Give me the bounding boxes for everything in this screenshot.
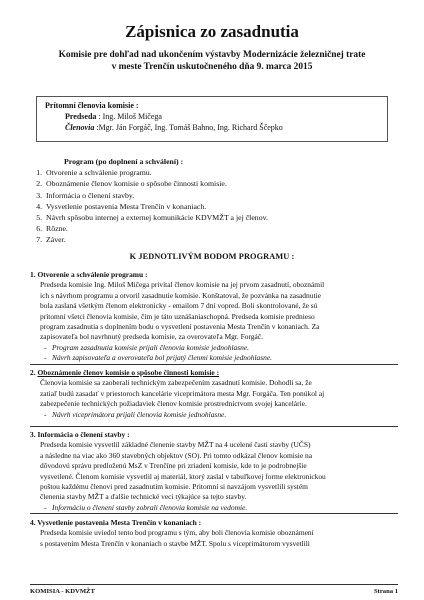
page-number: Strana 1 <box>374 588 398 595</box>
members-value: :Mgr. Ján Forgáč, Ing. Tomáš Bahno, Ing. Richard Ščepko <box>96 123 283 132</box>
section-structure <box>30 430 398 513</box>
section-line: prítomní všetci členovia komisie, čím je táto uznášaniaschopná. Predseda komisie prednieso <box>40 311 315 321</box>
page-subtitle <box>30 50 394 73</box>
footer-rule <box>30 584 398 585</box>
subtitle-line: v meste Trenčín uskutočneného dňa 9. marca 2015 <box>111 61 313 72</box>
section-heading-text: Oboznámenie členov komisie o spôsobe činnosti komisie : <box>37 368 220 377</box>
section-heading: 3. Informácia o členení stavby : <box>30 430 130 439</box>
subtitle-line: Komisie pre dohľad nad ukončením výstavby Modernizácie železničnej trate <box>58 50 366 60</box>
resolution-text: Program zasadnutia komisie prijali členovia komisie jednohlasne. <box>52 342 250 352</box>
members-row <box>45 122 379 133</box>
section-heading <box>30 368 398 378</box>
section-number: 2. <box>30 368 36 377</box>
program-items <box>30 167 390 245</box>
section-line: zabezpečenie technických požiadaviek členov komisie prostredníctvom svojej kancelárie. <box>40 399 307 409</box>
chair-row <box>45 111 379 122</box>
program-item: 5. Návrh spôsobu internej a externej komunikácie KDVMŽT a jej členov. <box>44 212 390 223</box>
attendees-box <box>36 96 388 142</box>
section-line: program zasadnutia s doplnením bodu o vysvetlení postavenia Mesta Trenčín v konaniach. Za <box>40 322 320 332</box>
section-line: Predseda komisie vysvetlil základné členenie stavby MŽT na 4 ucelené časti stavby (UČS) <box>40 440 311 450</box>
section-city-position <box>30 518 398 549</box>
program-item: 6. Rôzne. <box>44 223 390 234</box>
program-item: 2. Oboznámenie členov komisie o spôsobe činnosti komisie. <box>44 178 390 189</box>
section-divider <box>30 426 398 427</box>
section-line: dôvodovú správu predloženú MsZ v Trenčíne pri zriadení komisie, kde to je podrobnejšie <box>40 461 307 471</box>
resolution-bullet: - Informáciu o členení stavby zobrali členovia komisie na vedomie. <box>44 502 248 512</box>
footer-left: KOMISIA - KDVMŽT <box>30 588 95 595</box>
section-heading: 4. Vysvetlenie postavenia Mesta Trenčín v konaniach : <box>30 518 202 527</box>
section-line: členenia stavby MŽT a ďalšie technické veci týkajúce sa tejto stavby. <box>40 492 247 502</box>
program-item: 7. Záver. <box>44 234 390 245</box>
section-divider <box>30 364 398 365</box>
program-details-heading: K JEDNOTLIVÝM BODOM PROGRAMU : <box>129 252 295 261</box>
program-item: 3. Informácia o členení stavby. <box>44 190 390 201</box>
members-label: Členovia <box>65 123 95 132</box>
section-line: Predseda komisie Ing. Miloš Mičega privítal členov komisie na jej prvom zasadnutí, oboznámil <box>40 280 325 290</box>
section-line: a následne na viac ako 360 stavebných objektov (SO). Pri tomto odkázal členov komisie na <box>40 450 313 460</box>
section-activity <box>30 368 398 420</box>
section-line: Členovia komisie sa zaoberali technickým zabezpečením zasadnutí komisie. Dohodli sa, že <box>40 378 312 388</box>
program-list <box>30 156 390 246</box>
resolution-bullet: - Návrh zapisovateľa a overovateľa bol prijatý členmi komisie jednohlasne. <box>44 353 273 363</box>
chair-label: Predseda <box>65 112 97 121</box>
chair-value: : Ing. Miloš Mičega <box>98 112 162 121</box>
program-heading: Program (po doplnení a schválení) : <box>64 157 184 166</box>
section-line: zatiaľ budú zasadať v priestoroch kancelárie viceprimátora mesta Mgr. Forgáča. Ten ponúkol aj <box>40 388 325 398</box>
resolution-text: Návrh viceprimátora prijali členovia komisie jednohlasne. <box>52 409 227 419</box>
page-footer <box>30 588 398 595</box>
resolution-bullet: - Návrh viceprimátora prijali členovia komisie jednohlasne. <box>44 409 227 419</box>
attendees-heading: Prítomní členovia komisie : <box>45 101 139 110</box>
section-line: ich s návrhom programu a otvoril zasadnutie komisie. Konštatoval, že pozvánka na zasadnutie <box>40 290 321 300</box>
section-line: poštou každému členovi pred zasadnutím komisie. Pritomní si navzájom vysvetlili systém <box>40 482 308 492</box>
section-heading: 1. Otvorenie a schválenie programu : <box>30 270 148 279</box>
resolution-text: Návrh zapisovateľa a overovateľa bol prijatý členmi komisie jednohlasne. <box>52 353 273 363</box>
section-divider <box>30 513 398 514</box>
resolution-bullet: - Program zasadnutia komisie prijali členovia komisie jednohlasne. <box>44 342 250 352</box>
section-line: bola zaslaná všetkým členom elektronicky - emailom 7 dní vopred. Boli skontrolované, že sú <box>40 301 318 311</box>
section-line: s postavením Mesta Trenčín v konaniach o stavbe MŽT. Spolu s viceprimátorom vysvetlili <box>40 538 310 548</box>
program-item: 1. Otvorenie a schválenie programu. <box>44 167 390 178</box>
section-opening <box>30 270 398 364</box>
section-line: zapisovateľa bol navrhnutý predseda komisie, za overovateľa Mgr. Forgáč. <box>40 332 263 342</box>
program-item: 4. Vysvetlenie postavenia Mesta Trenčín v konaniach. <box>44 201 390 212</box>
section-line: Predseda komisie uviedol tento bod programu s tým, aby boli členovia komisie oboznámení <box>40 528 314 538</box>
resolution-text: Informáciu o členení stavby zobrali členovia komisie na vedomie. <box>52 502 248 512</box>
section-line: vysvetlené. Členom komisie vysvetlil aj materiál, ktorý zaslal v tabuľkovej forme elektronickou <box>40 471 326 481</box>
page-title: Zápisnica zo zasadnutia <box>125 22 299 41</box>
